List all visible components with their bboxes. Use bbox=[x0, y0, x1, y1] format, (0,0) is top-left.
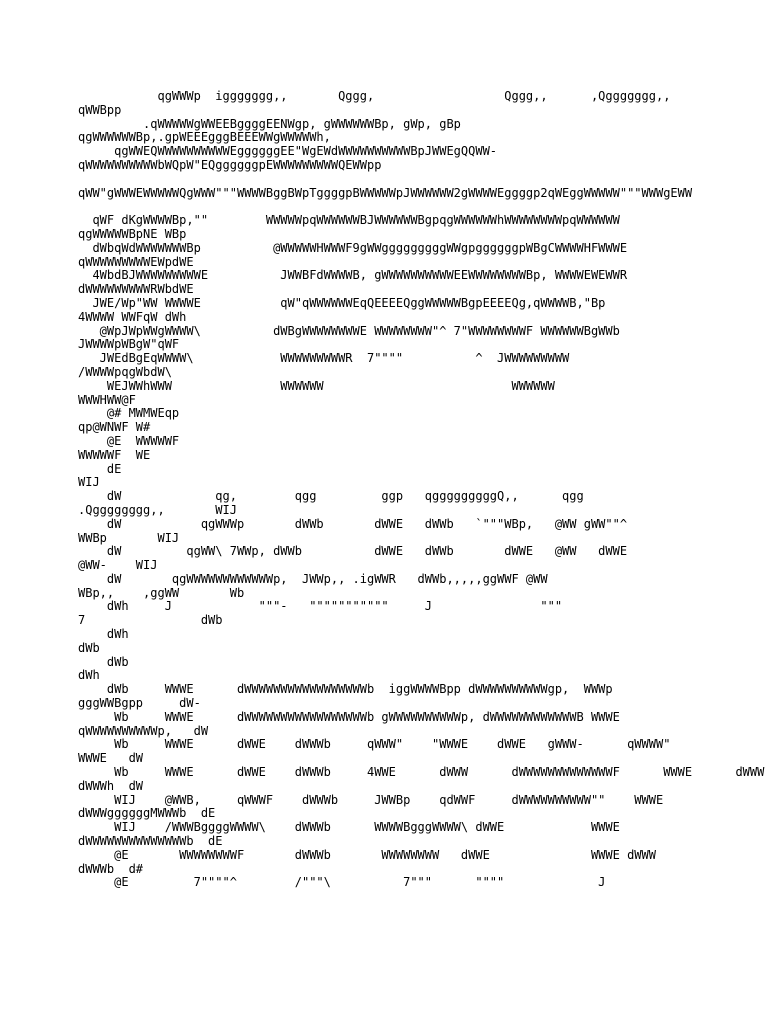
ascii-art-line: @E WWWWWWWWF dWWWb WWWWWWWW dWWE WWWE dWWW bbox=[78, 847, 656, 862]
ascii-art-line: dW qgWW\ 7WWp, dWWb dWWE dWWb dWWE @WW dWWE bbox=[78, 544, 628, 559]
ascii-art-line: dWb WWWE dWWWWWWWWWWWWWWWWWb iggWWWWBpp dWWWWWWWWWWgp, WWWp bbox=[78, 682, 613, 697]
ascii-art-line: dE bbox=[78, 461, 122, 476]
ascii-art-line: .qWWWWWgWWEEBggggEENWgp, gWWWWWWBp, gWp, gBp bbox=[78, 116, 461, 131]
ascii-art-line: @WW- WIJ bbox=[78, 558, 158, 573]
ascii-art-line: @E 7""""^ /"""\ 7""" """" J bbox=[78, 875, 606, 890]
ascii-art-line: JWWWWpWBgW"qWF bbox=[78, 337, 180, 352]
ascii-art-line: dWWWWWWWWWRWbdWE bbox=[78, 282, 194, 297]
ascii-art-line: dWWWggggggMWWWb dE bbox=[78, 806, 216, 821]
ascii-art-line: WIJ /WWWBggggWWWW\ dWWWb WWWWBgggWWWW\ dWWE WWWE bbox=[78, 820, 620, 835]
ascii-art-line: qWF dKgWWWWBp,"" WWWWWpqWWWWWWBJWWWWWWBgpqgWWWWWWhWWWWWWWWpqWWWWWW bbox=[78, 213, 620, 228]
ascii-art-line: 4WbdBJWWWWWWWWWE JWWBFdWWWWB, gWWWWWWWWWWEEWWWWWWWWBp, WWWWEWEWWR bbox=[78, 268, 628, 283]
ascii-art-line: dWb bbox=[78, 640, 100, 655]
ascii-art-line: qWWWWWWWWWWbWQpW"EQggggggpEWWWWWWWWWQEWWpp bbox=[78, 157, 382, 172]
ascii-art-line: qgWWWWWBpNE WBp bbox=[78, 226, 187, 241]
ascii-art-line: 4WWWW WWFqW dWh bbox=[78, 309, 187, 324]
ascii-art-line: WWWHWW@F bbox=[78, 392, 136, 407]
ascii-art-line: JWEdBgEqWWWW\ WWWWWWWWWR 7"""" ^ JWWWWWWWWW bbox=[78, 351, 570, 366]
ascii-art-line: WWBp WIJ bbox=[78, 530, 180, 545]
ascii-art-line: /WWWWpqgWbdW\ bbox=[78, 364, 172, 379]
ascii-art-line: WIJ @WWB, qWWWF dWWWb JWWBp qdWWF dWWWWWWWWWW"" WWWE bbox=[78, 792, 664, 807]
ascii-art-line: WBp,, ,ggWW Wb bbox=[78, 585, 245, 600]
ascii-art-line: WEJWWhWWW WWWWWW WWWWWW bbox=[78, 378, 555, 393]
ascii-art-line: Wb WWWE dWWE dWWWb 4WWE dWWW dWWWWWWWWWWWWWF WWWE dWWW bbox=[78, 765, 765, 780]
ascii-art-text bbox=[78, 90, 768, 890]
ascii-art-line: WWWWWF WE bbox=[78, 447, 151, 462]
ascii-art-line: dWh J """- """"""""""" J """ bbox=[78, 599, 563, 614]
ascii-art-line: Wb WWWE dWWE dWWWb qWWW" "WWWE dWWE gWWW- qWWWW" bbox=[78, 737, 671, 752]
ascii-art-line: dWh bbox=[78, 627, 129, 642]
ascii-art-line: qgWWWWWWBp,.gpWEEEgggBEEEWWgWWWWWh, bbox=[78, 130, 331, 145]
ascii-art-line bbox=[78, 200, 768, 214]
ascii-art-line: .Qgggggggg,, WIJ bbox=[78, 502, 237, 517]
ascii-art-line: Wb WWWE dWWWWWWWWWWWWWWWWWb gWWWWWWWWWWp, dWWWWWWWWWWWWB WWWE bbox=[78, 709, 620, 724]
ascii-art-line: 7 dWb bbox=[78, 613, 223, 628]
ascii-art-line: JWE/Wp"WW WWWWE qW"qWWWWWWEqQEEEEQggWWWWWBgpEEEEQg,qWWWWB,"Bp bbox=[78, 295, 606, 310]
ascii-art-line: @WpJWpWWgWWWW\ dWBgWWWWWWWWE WWWWWWWW"^ 7"WWWWWWWWF WWWWWWBgWWb bbox=[78, 323, 620, 338]
ascii-art-line: qWWBpp bbox=[78, 102, 122, 117]
ascii-art-line: qp@WNWF W# bbox=[78, 420, 151, 435]
ascii-art-line: dW qgWWWp dWWb dWWE dWWb `"""WBp, @WW gWW""^ bbox=[78, 516, 628, 531]
ascii-art-line: qWWWWWWWWWWp, dW bbox=[78, 723, 209, 738]
ascii-art-line bbox=[78, 173, 768, 187]
ascii-art-line: gggWWBgpp dW- bbox=[78, 696, 201, 711]
ascii-art-line: dWWWb d# bbox=[78, 861, 144, 876]
ascii-art-line: dWWWh dW bbox=[78, 778, 144, 793]
ascii-art-line: qWWWWWWWWWEWpdWE bbox=[78, 254, 194, 269]
ascii-art-line: dWWWWWWWWWWWWWWb dE bbox=[78, 834, 223, 849]
ascii-art-line: WIJ bbox=[78, 475, 100, 490]
ascii-art-line: dW qgWWWWWWWWWWWWp, JWWp,, .igWWR dWWb,,,,,ggWWF @WW bbox=[78, 571, 548, 586]
ascii-art-line: dW qg, qgg ggp qgggggggggQ,, qgg bbox=[78, 489, 584, 504]
ascii-art-line: dWb bbox=[78, 654, 129, 669]
ascii-art-line: dWh bbox=[78, 668, 100, 683]
ascii-art-line: qgWWEQWWWWWWWWWWEggggggEE"WgEWdWWWWWWWWWWBpJWWEgQQWW- bbox=[78, 144, 498, 159]
ascii-art-line: @# MWMWEqp bbox=[78, 406, 180, 421]
ascii-art-line: WWWE dW bbox=[78, 751, 144, 766]
ascii-art-line: qWW"gWWWEWWWWWQgWWW"""WWWWBggBWpTggggpBWWWWWpJWWWWWW2gWWWWEggggp2qWEggWWWWW"""WWWgEWW bbox=[78, 185, 693, 200]
ascii-art-line: qgWWWp iggggggg,, Qggg, Qggg,, ,Qggggggg,, bbox=[78, 90, 671, 103]
ascii-art-line: @E WWWWWF bbox=[78, 433, 180, 448]
ascii-art-line: dWbqWdWWWWWWWBp @WWWWWHWWWF9gWWgggggggggWWgpggggggpWBgCWWWWHFWWWE bbox=[78, 240, 628, 255]
